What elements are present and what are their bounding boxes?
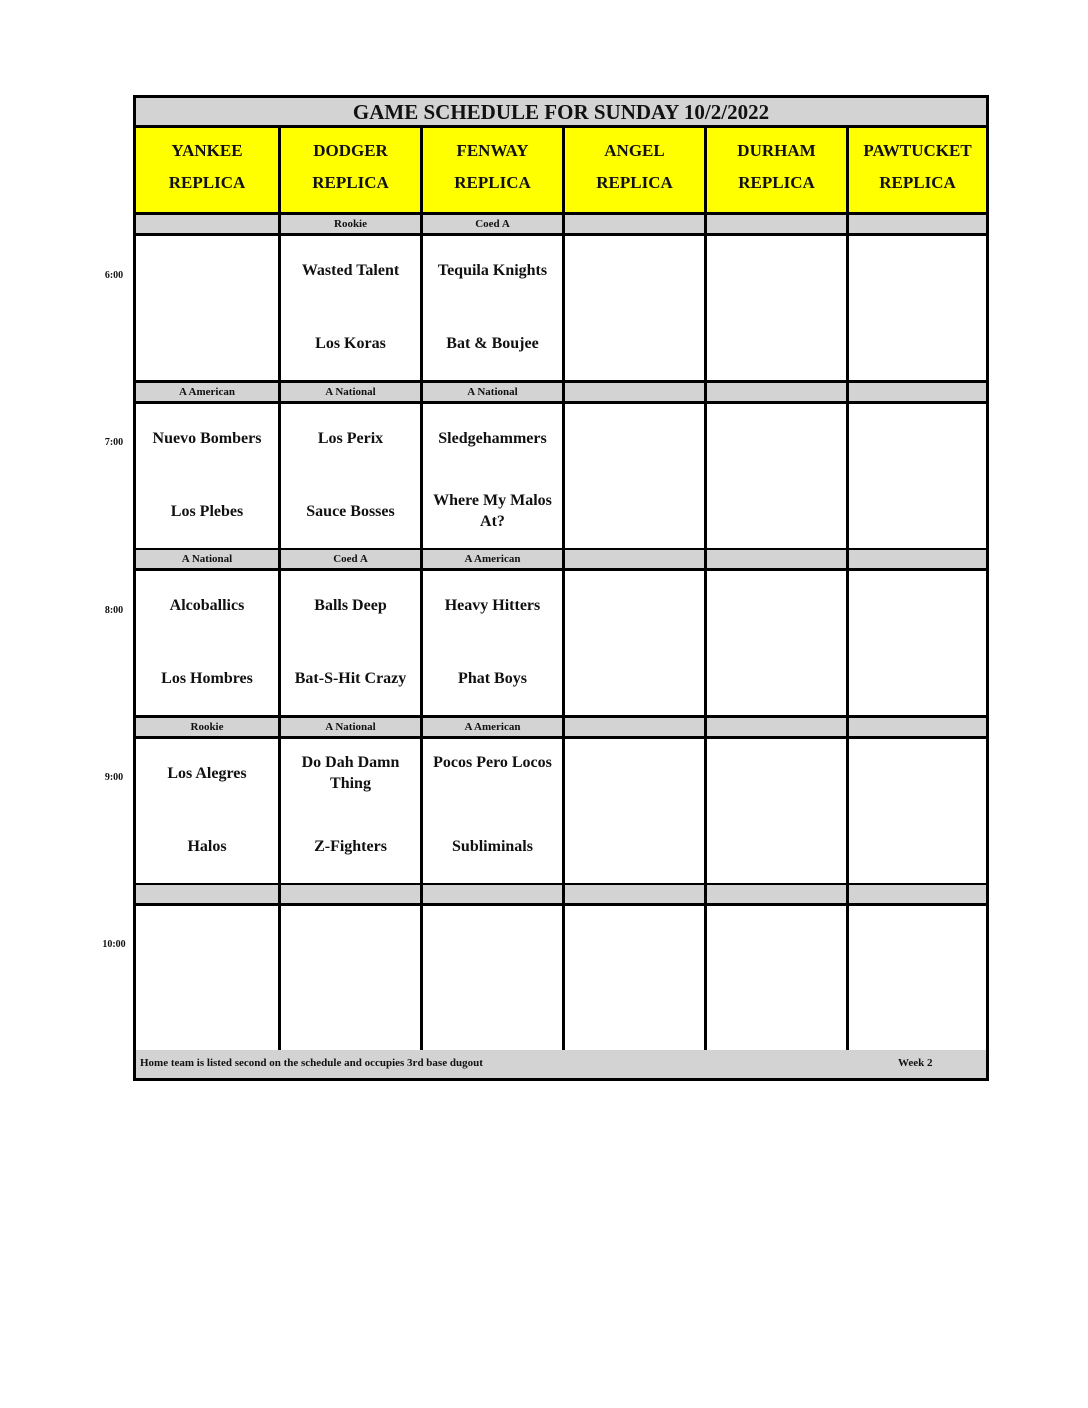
away-team: Los Alegres: [167, 764, 247, 782]
game-cell: [278, 739, 420, 886]
division-label: A American: [420, 718, 562, 739]
division-label: A American: [420, 550, 562, 571]
game-cell: [846, 571, 986, 718]
away-team: Do Dah Damn Thing: [301, 754, 400, 792]
division-label: [562, 550, 704, 571]
game-cell: [420, 236, 562, 383]
away-team: Tequila Knights: [437, 261, 548, 279]
week-label: Week 2: [898, 1057, 933, 1069]
home-team: Los Plebes: [170, 502, 244, 520]
division-label: [562, 215, 704, 236]
game-cell: [704, 404, 846, 551]
time-label: 7:00: [104, 437, 124, 448]
division-label: [846, 718, 986, 739]
field-header: [420, 128, 562, 215]
home-team: Sauce Bosses: [306, 502, 395, 520]
division-label: Rookie: [136, 718, 278, 739]
division-label: [846, 885, 986, 906]
game-cell: [278, 906, 420, 1053]
home-team: Bat & Boujee: [446, 334, 539, 352]
division-label: [846, 383, 986, 404]
game-cell: [278, 571, 420, 718]
division-label: [704, 718, 846, 739]
game-cell: [278, 236, 420, 383]
division-label: [704, 215, 846, 236]
game-cell: [136, 906, 278, 1053]
division-label: [846, 550, 986, 571]
game-cell: [704, 571, 846, 718]
away-team: Sledgehammers: [438, 429, 547, 447]
division-label: [562, 885, 704, 906]
game-cell: [846, 236, 986, 383]
time-column: [0, 0, 135, 1408]
home-team: Halos: [187, 837, 227, 855]
field-header: [562, 128, 704, 215]
game-cell: [420, 906, 562, 1053]
time-label: 8:00: [104, 605, 124, 616]
home-team: Where My Malos At?: [433, 492, 552, 530]
field-name: DODGER: [313, 141, 388, 160]
field-subtitle: REPLICA: [738, 173, 815, 192]
division-label: Coed A: [278, 550, 420, 571]
division-label: [562, 718, 704, 739]
home-team: Los Koras: [315, 334, 386, 352]
home-team: Los Hombres: [161, 669, 253, 687]
field-subtitle: REPLICA: [454, 173, 531, 192]
division-label: [704, 550, 846, 571]
field-name: DURHAM: [737, 141, 816, 160]
division-label: Rookie: [278, 215, 420, 236]
away-team: Nuevo Bombers: [152, 429, 262, 447]
field-header: [278, 128, 420, 215]
game-cell: [846, 739, 986, 886]
away-team: Balls Deep: [314, 596, 387, 614]
division-label: [562, 383, 704, 404]
schedule-table: [133, 95, 989, 1081]
game-cell: [704, 906, 846, 1053]
home-team: Bat-S-Hit Crazy: [294, 669, 407, 687]
field-subtitle: REPLICA: [312, 173, 389, 192]
field-name: FENWAY: [456, 141, 529, 160]
game-cell: [420, 404, 562, 551]
game-cell: [562, 739, 704, 886]
game-cell: [846, 404, 986, 551]
division-label: A National: [420, 383, 562, 404]
away-team: Heavy Hitters: [444, 596, 541, 614]
game-cell: [136, 739, 278, 886]
away-team: Los Perix: [317, 429, 384, 447]
game-cell: [562, 906, 704, 1053]
division-label: A National: [278, 383, 420, 404]
division-label: [136, 885, 278, 906]
away-team: Wasted Talent: [301, 261, 400, 279]
division-label: [136, 215, 278, 236]
field-subtitle: REPLICA: [879, 173, 956, 192]
field-subtitle: REPLICA: [168, 173, 246, 192]
game-cell: [704, 236, 846, 383]
home-team: Z-Fighters: [314, 837, 387, 855]
time-label: 9:00: [104, 772, 124, 783]
time-label: 6:00: [104, 270, 124, 281]
field-header: [136, 128, 278, 215]
game-cell: [136, 236, 278, 383]
game-cell: [278, 404, 420, 551]
game-cell: [420, 571, 562, 718]
game-cell: [562, 571, 704, 718]
time-label: 10:00: [102, 939, 126, 950]
division-label: [704, 383, 846, 404]
schedule-footer: [136, 1050, 986, 1078]
game-cell: [136, 404, 278, 551]
division-label: [704, 885, 846, 906]
division-label: A American: [136, 383, 278, 404]
away-team: Alcoballics: [169, 596, 245, 614]
game-cell: [562, 236, 704, 383]
division-label: A National: [278, 718, 420, 739]
division-label: Coed A: [420, 215, 562, 236]
away-team: Pocos Pero Locos: [433, 754, 552, 771]
field-name: YANKEE: [171, 141, 243, 160]
home-team: Phat Boys: [458, 669, 527, 687]
division-label: [278, 885, 420, 906]
schedule-title: GAME SCHEDULE FOR SUNDAY 10/2/2022: [136, 98, 986, 128]
field-name: PAWTUCKET: [863, 141, 972, 160]
game-cell: [704, 739, 846, 886]
field-header: [704, 128, 846, 215]
game-cell: [420, 739, 562, 886]
footer-note: Home team is listed second on the schedule and occupies 3rd base dugout: [140, 1057, 483, 1069]
home-team: Subliminals: [452, 837, 533, 855]
game-cell: [136, 571, 278, 718]
game-cell: [846, 906, 986, 1053]
field-header: [846, 128, 986, 215]
division-label: A National: [136, 550, 278, 571]
division-label: [420, 885, 562, 906]
field-name: ANGEL: [604, 141, 665, 160]
division-label: [846, 215, 986, 236]
field-subtitle: REPLICA: [596, 173, 673, 192]
game-cell: [562, 404, 704, 551]
